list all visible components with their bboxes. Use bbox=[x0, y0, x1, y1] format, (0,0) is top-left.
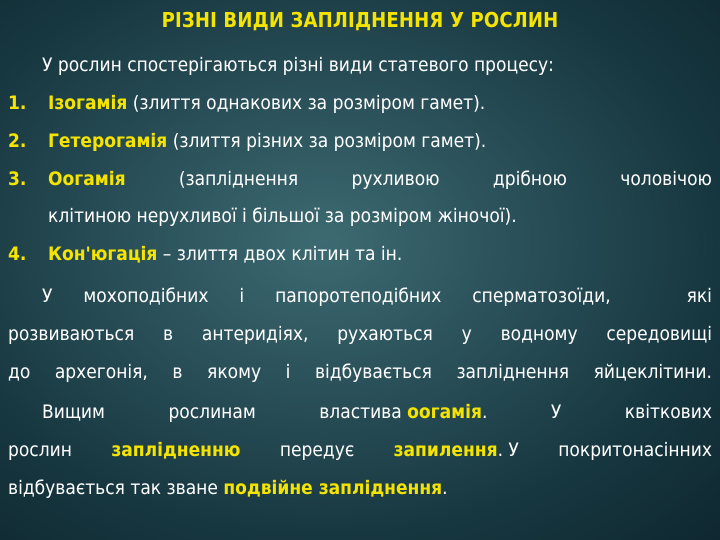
word: і bbox=[239, 285, 245, 307]
word: архегонія, bbox=[54, 361, 148, 383]
word: якому bbox=[207, 361, 262, 383]
word: у bbox=[461, 323, 472, 345]
term-oogamy: Оогамія bbox=[48, 168, 126, 190]
word: в bbox=[172, 361, 183, 383]
desc-word: рухливою bbox=[351, 168, 440, 190]
word: рухаються bbox=[337, 323, 433, 345]
desc-word: чоловічою bbox=[620, 168, 712, 190]
word: розвиваються bbox=[8, 323, 135, 345]
word: . bbox=[481, 401, 488, 423]
term-conjugation: Кон'югація bbox=[48, 243, 158, 265]
highlight-double-fertilization: подвійне запліднення bbox=[223, 477, 443, 499]
word: рослин bbox=[8, 439, 72, 461]
desc-word: (запліднення bbox=[178, 168, 299, 190]
highlight-fertilization: заплідненню bbox=[111, 439, 241, 461]
term-isogamy: Ізогамія bbox=[48, 92, 128, 114]
word: водному bbox=[500, 323, 578, 345]
para1-line2 bbox=[8, 321, 712, 347]
list-number: 2. bbox=[8, 130, 27, 152]
word: відбувається так зване bbox=[8, 477, 218, 499]
para2-line3 bbox=[8, 475, 712, 501]
word: . bbox=[442, 477, 448, 499]
word: квіткових bbox=[624, 401, 712, 423]
para2-line1 bbox=[8, 399, 712, 425]
para1-line1 bbox=[8, 283, 712, 309]
desc-isogamy: (злиття однакових за розміром гамет). bbox=[132, 92, 486, 114]
word: покритонасінних bbox=[558, 439, 712, 461]
highlight-oogamy: оогамія bbox=[407, 401, 482, 423]
desc-conjugation: – злиття двох клітин та ін. bbox=[162, 243, 403, 265]
word: Вищим bbox=[42, 401, 105, 423]
intro-text: У рослин спостерігаються різні види статевого процесу: bbox=[42, 54, 554, 76]
word: передує bbox=[279, 439, 355, 461]
term-heterogamy: Гетерогамія bbox=[48, 130, 168, 152]
list-number: 1. bbox=[8, 92, 27, 114]
desc-word: дрібною bbox=[492, 168, 567, 190]
word: мохоподібних bbox=[83, 285, 209, 307]
para2-line2 bbox=[8, 437, 712, 463]
word: до bbox=[8, 361, 31, 383]
slide bbox=[8, 0, 712, 540]
word: які bbox=[686, 285, 712, 307]
list-number: 4. bbox=[8, 243, 27, 265]
word: відбувається bbox=[314, 361, 432, 383]
desc-heterogamy: (злиття різних за розміром гамет). bbox=[172, 130, 487, 152]
word: запліднення bbox=[456, 361, 570, 383]
word: і bbox=[285, 361, 291, 383]
word: папоротеподібних bbox=[275, 285, 442, 307]
word: яйцеклітини. bbox=[593, 361, 712, 383]
word: властива bbox=[319, 401, 402, 423]
word: середовищі bbox=[606, 323, 712, 345]
word: в bbox=[163, 323, 174, 345]
word: У bbox=[42, 285, 53, 307]
word: сперматозоїди, bbox=[472, 285, 611, 307]
word: антеридіях, bbox=[201, 323, 309, 345]
highlight-pollination: запилення bbox=[393, 439, 498, 461]
list-number: 3. bbox=[8, 168, 27, 190]
para1-line3 bbox=[8, 359, 712, 385]
word: У bbox=[550, 401, 562, 423]
slide-title: РІЗНІ ВИДИ ЗАПЛІДНЕННЯ У РОСЛИН bbox=[161, 8, 559, 32]
desc-oogamy-cont: клітиною нерухливої і більшої за розміром жіночої). bbox=[48, 205, 517, 227]
word: рослинам bbox=[168, 401, 256, 423]
word: . У bbox=[497, 439, 519, 461]
